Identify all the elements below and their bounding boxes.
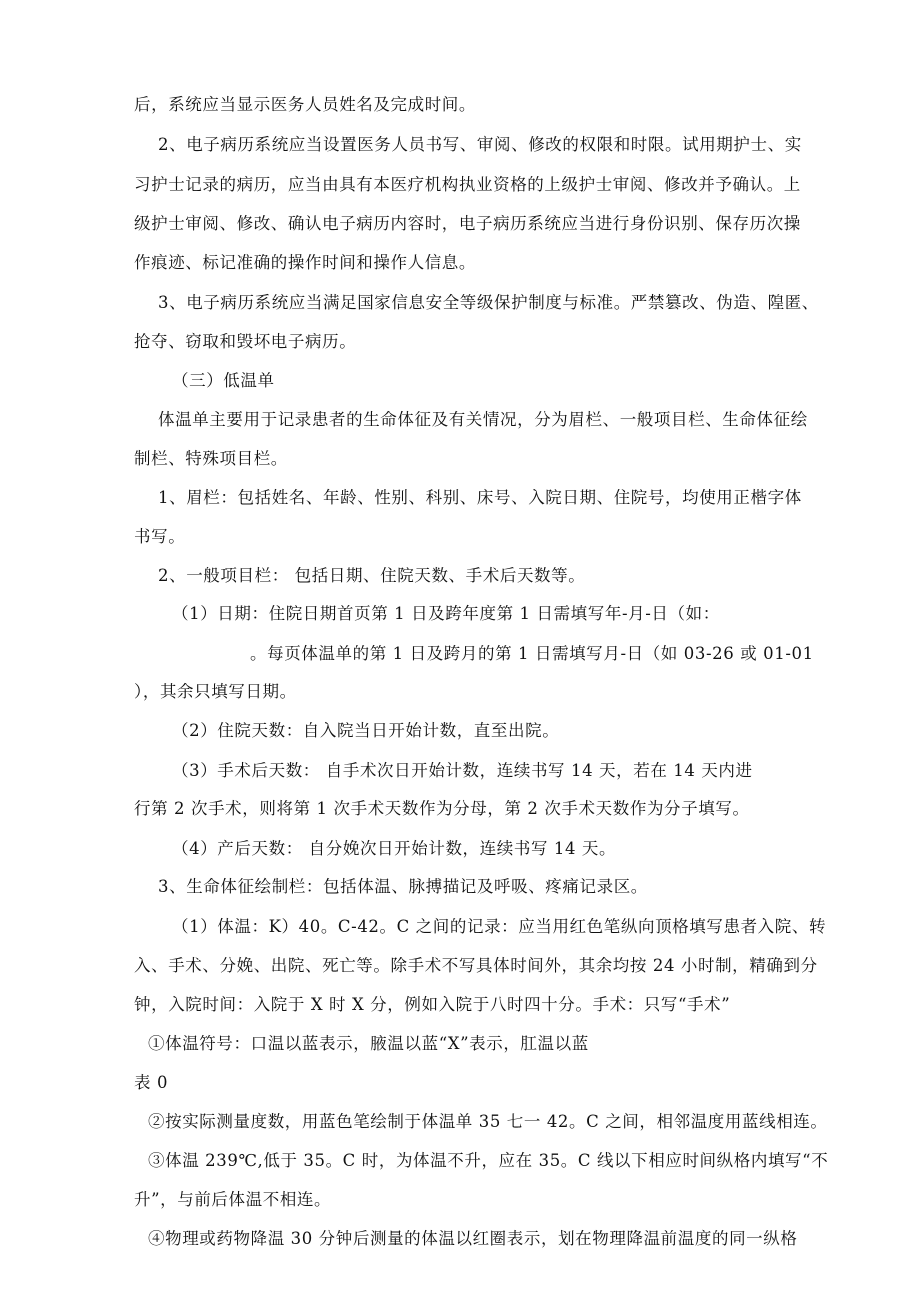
- text-line: 钟，入院时间：入院于 X 时 X 分，例如入院于八时四十分。手术：只写“手术”: [134, 995, 731, 1014]
- text-line: 表 0: [134, 1073, 169, 1092]
- text-line: 体温单主要用于记录患者的生命体征及有关情况，分为眉栏、一般项目栏、生命体征绘: [158, 410, 808, 429]
- text-line: （4）产后天数： 自分娩次日开始计数，连续书写 14 天。: [172, 839, 617, 858]
- text-line: 入、手术、分娩、出院、死亡等。除手术不写具体时间外，其余均按 24 小时制，精确到分: [134, 956, 818, 975]
- text-line: 。每页体温单的第 1 日及跨月的第 1 日需填写月-日（如 03-26 或 01-01: [250, 644, 814, 663]
- text-line: ②按实际测量度数，用蓝色笔绘制于体温单 35 七一 42。C 之间，相邻温度用蓝线相连。: [148, 1112, 828, 1131]
- text-line: 2、一般项目栏： 包括日期、住院天数、手术后天数等。: [158, 566, 586, 585]
- text-line: ），其余只填写日期。: [134, 682, 297, 701]
- text-line: ①体温符号：口温以蓝表示，腋温以蓝“X”表示，肛温以蓝: [148, 1034, 589, 1053]
- text-line: 作痕迹、标记准确的操作时间和操作人信息。: [134, 253, 476, 272]
- text-line: 书写。: [134, 527, 186, 546]
- text-line: 抢夺、窃取和毁坏电子病历。: [134, 332, 357, 351]
- section-heading: （三）低温单: [172, 371, 275, 390]
- text-line: ④物理或药物降温 30 分钟后测量的体温以红圈表示，划在物理降温前温度的同一纵格: [148, 1229, 798, 1248]
- text-line: 2、电子病历系统应当设置医务人员书写、审阅、修改的权限和时限。试用期护士、实: [158, 135, 802, 154]
- text-line: 1、眉栏：包括姓名、年龄、性别、科别、床号、入院日期、住院号，均使用正楷字体: [158, 488, 802, 507]
- text-line: （1）日期：住院日期首页第 1 日及跨年度第 1 日需填写年-月-日（如：: [172, 604, 720, 623]
- text-line: 级护士审阅、修改、确认电子病历内容时，电子病历系统应当进行身份识别、保存历次操: [134, 214, 801, 233]
- text-line: ③体温 239℃,低于 35。C 时，为体温不升，应在 35。C 线以下相应时间纵格内填写“不: [148, 1151, 829, 1170]
- text-line: （2）住院天数：自入院当日开始计数，直至出院。: [172, 721, 560, 740]
- text-line: 升”，与前后体温不相连。: [134, 1190, 332, 1209]
- text-line: 制栏、特殊项目栏。: [134, 449, 288, 468]
- text-line: 习护士记录的病历，应当由具有本医疗机构执业资格的上级护士审阅、修改并予确认。上: [134, 175, 801, 194]
- text-line: （1）体温：K）40。C-42。C 之间的记录：应当用红色笔纵向顶格填写患者入院、转: [172, 917, 827, 936]
- text-line: （3）手术后天数： 自手术次日开始计数，连续书写 14 天，若在 14 天内进: [172, 761, 753, 780]
- text-line: 3、生命体征绘制栏：包括体温、脉搏描记及呼吸、疼痛记录区。: [158, 877, 648, 896]
- text-line: 后，系统应当显示医务人员姓名及完成时间。: [134, 95, 476, 114]
- text-line: 行第 2 次手术，则将第 1 次手术天数作为分母，第 2 次手术天数作为分子填写。: [134, 799, 750, 818]
- text-line: 3、电子病历系统应当满足国家信息安全等级保护制度与标准。严禁篡改、伪造、隍匿、: [158, 293, 819, 312]
